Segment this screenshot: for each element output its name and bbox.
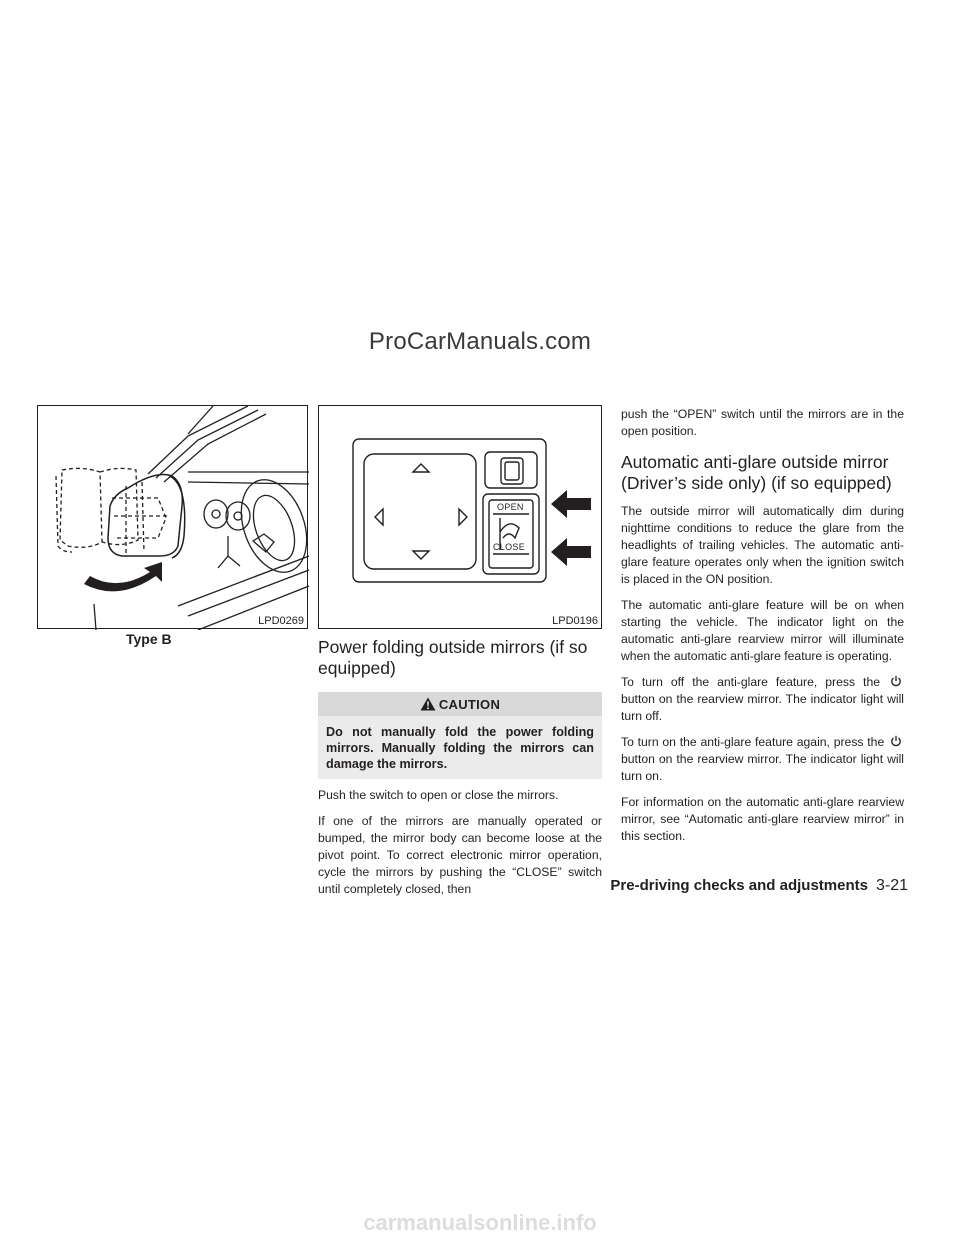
section-heading: Automatic anti-glare outside mirror (Driver’s side only) (if so equipped) (621, 452, 892, 493)
paragraph: push the “OPEN” switch until the mirrors are in the open position. (621, 407, 904, 438)
text-fragment: To turn off the anti-glare feature, press the (621, 675, 880, 689)
caution-text: Do not manually fold the power folding mirrors. Manually folding the mirrors can damage the mirrors. (318, 716, 602, 779)
figure-mirror-switch (318, 405, 602, 629)
power-button-icon (890, 675, 902, 687)
figure-code: LPD0269 (258, 615, 304, 627)
paragraph: For information on the automatic anti-glare rearview mirror, see “Automatic anti-glare rearview mirror” in this section. (621, 795, 904, 843)
caution-title: CAUTION (438, 696, 501, 712)
mirror-fold-illustration (38, 406, 309, 630)
text-fragment: button on the rearview mirror. The indicator light will turn off. (621, 692, 904, 723)
paragraph (621, 674, 904, 725)
switch-close-label: CLOSE (493, 542, 526, 552)
paragraph: The outside mirror will automatically dim during nighttime conditions to reduce the glare from the headlights of trailing vehicles. The automatic anti-glare feature operates only when the ignition switch is placed in the ON position. (621, 504, 904, 586)
warning-icon (420, 697, 436, 711)
text-fragment: To turn on the anti-glare feature again, press the (621, 735, 885, 749)
page-footer (610, 877, 908, 895)
page-number: 3-21 (875, 877, 908, 894)
switch-open-label: OPEN (497, 502, 524, 512)
power-button-icon (890, 735, 902, 747)
caution-box (318, 692, 602, 779)
caution-header (318, 692, 602, 716)
figure-caption: Type B (126, 631, 172, 647)
section-heading: Power folding outside mirrors (if so equipped) (318, 637, 588, 678)
footer-section: Pre-driving checks and adjustments (610, 877, 868, 894)
watermark-top: ProCarManuals.com (368, 328, 592, 355)
mirror-switch-illustration (319, 406, 603, 630)
paragraph: If one of the mirrors are manually operated or bumped, the mirror body can become loose at the pivot point. To correct electronic mirror operation, cycle the mirrors by pushing the “CLOSE” switch until completely closed, then (318, 814, 602, 896)
paragraph: Push the switch to open or close the mirrors. (318, 788, 559, 802)
figure-mirror-fold (37, 405, 308, 629)
paragraph: The automatic anti-glare feature will be on when starting the vehicle. The indicator light on the automatic anti-glare rearview mirror will illuminate when the automatic anti-glare feature is operating. (621, 598, 904, 663)
figure-code: LPD0196 (552, 615, 598, 627)
text-fragment: button on the rearview mirror. The indicator light will turn on. (621, 752, 904, 783)
watermark-bottom: carmanualsonline.info (363, 1210, 597, 1235)
section-power-folding (318, 637, 602, 907)
section-anti-glare (621, 406, 904, 854)
paragraph (621, 734, 904, 785)
